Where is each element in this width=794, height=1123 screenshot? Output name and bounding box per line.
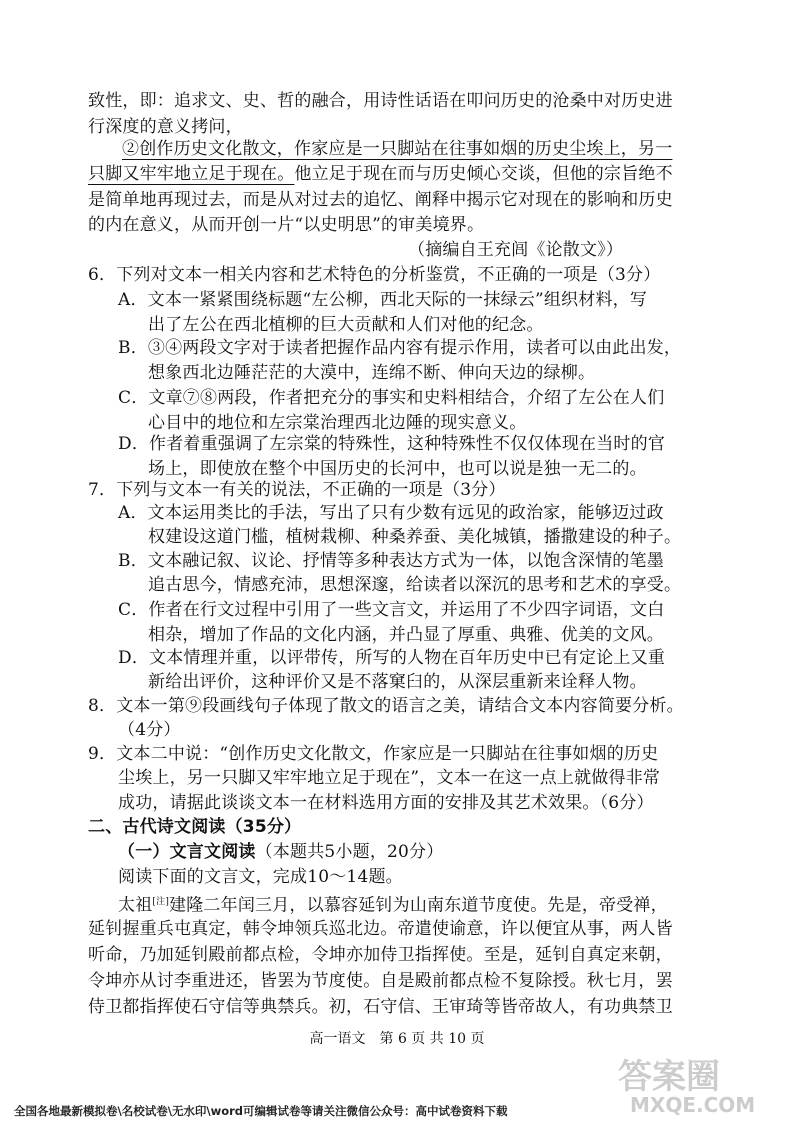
option-c: C．文章⑦⑧两段，作者把充分的事实和史料相结合，介绍了左公在人们 [118, 388, 665, 408]
page-footer: 高一语文 第 6 页 共 10 页 [309, 1031, 485, 1047]
underlined-sentence: 只脚又牢牢地立足于现在。 [88, 164, 295, 184]
subsection-heading [118, 839, 443, 865]
question-8-stem: 8．文本一第⑨段画线句子体现了散文的语言之美，请结合文本内容简要分析。 [88, 696, 684, 716]
bottom-banner: 全国各地最新模拟卷\名校试卷\无水印\word可编辑试卷等请关注微信公众号：高中试卷资料下载 [14, 1104, 508, 1118]
section-heading: 二、古代诗文阅读（35分） [88, 817, 302, 837]
option-a: A．文本运用类比的手法，写出了只有少数有远见的政治家，能够迈过政 [118, 503, 664, 523]
option-c: C．作者在行文过程中引用了一些文言文，并运用了不少四字词语，文白 [118, 600, 665, 620]
option-d: D．作者着重强调了左宗棠的特殊性，这种特殊性不仅仅体现在当时的官 [118, 434, 666, 454]
question-8-score: （4分） [118, 720, 181, 740]
subsection-title: （一）文言文阅读 [118, 842, 256, 862]
passage-line: 是简单地再现过去，而是从对过去的追忆、阐释中揭示它对现在的影响和历史 [88, 190, 673, 210]
passage-line-mixed [88, 161, 673, 187]
option-b: B．文本融记叙、议论、抒情等多种表达方式为一体，以饱含深情的笔墨 [118, 551, 664, 571]
classical-line: 令坤亦从讨李重进还，皆罢为节度使。自是殿前都点检不复除授。秋七月，罢 [88, 971, 673, 991]
classical-line: 听命，乃加延钊殿前都点检，令坤亦加侍卫指挥使。至是，延钊自真定来朝， [88, 945, 673, 965]
option-c-cont: 相杂，增加了作品的文化内涵，并凸显了厚重、典雅、优美的文风。 [148, 625, 664, 645]
note-marker: [注] [152, 897, 170, 907]
option-d-cont: 新给出评价，这种评价又是不落窠臼的，从深层重新来诠释人物。 [148, 672, 647, 692]
question-9-stem: 9．文本二中说：“创作历史文化散文，作家应是一只脚站在往事如烟的历史 [88, 744, 659, 764]
question-9-cont: 成功，请据此谈谈文本一在材料选用方面的安排及其艺术效果。（6分） [118, 793, 654, 813]
underlined-sentence: ②创作历史文化散文，作家应是一只脚站在往事如烟的历史尘埃上，另一 [122, 139, 673, 159]
watermark-logo [610, 1048, 790, 1116]
option-c-cont: 心目中的地位和左宗棠治理西北边陲的现实意义。 [148, 413, 527, 433]
option-d: D．文本情理并重，以评带传，所写的人物在百年历史中已有定论上又重 [118, 648, 666, 668]
option-b-cont: 追古思今，情感充沛，思想深邃，给读者以深沉的思考和艺术的享受。 [148, 575, 682, 595]
source-citation: （摘编自王充闾《论散文》） [408, 240, 624, 260]
classical-line [118, 889, 668, 919]
passage-line: 的内在意义，从而开创一片“以史明思”的审美境界。 [88, 215, 485, 235]
option-b: B．③④两段文字对于读者把握作品内容有提示作用，读者可以由此出发， [118, 338, 682, 358]
subsection-note: （本题共5小题，20分） [255, 842, 444, 862]
passage-line: 行深度的意义拷问， [88, 117, 243, 137]
option-a-cont: 出了左公在西北植柳的巨大贡献和人们对他的纪念。 [148, 315, 544, 335]
classical-text: 太祖 [118, 895, 153, 916]
classical-text: 建隆二年闰三月，以慕容延钊为山南东道节度使。先是，帝受禅， [169, 895, 668, 916]
watermark-text: 答案圈 [618, 1057, 720, 1097]
passage-line: 致性，即：追求文、史、哲的融合，用诗性话语在叩问历史的沧桑中对历史进 [88, 91, 673, 111]
classical-line: 侍卫都指挥使石守信等典禁兵。初，石守信、王审琦等皆帝故人，有功典禁卫 [88, 997, 673, 1017]
option-b-cont: 想象西北边陲茫茫的大漠中，连绵不断、伸向天边的绿柳。 [148, 363, 596, 383]
watermark-sub: MXQE.COM [630, 1093, 756, 1116]
question-6-stem: 6．下列对文本一相关内容和艺术特色的分析鉴赏，不正确的一项是（3分） [88, 265, 661, 285]
option-a: A．文本一紧紧围绕标题“左公柳，西北天际的一抹绿云”组织材料，写 [118, 290, 648, 310]
option-a-cont: 权建设这道门槛，植树栽柳、种桑养蚕、美化城镇，播撒建设的种子。 [148, 527, 682, 547]
instruction: 阅读下面的文言文，完成10～14题。 [118, 867, 403, 887]
passage-text: 他立足于现在而与历史倾心交谈，但他的宗旨绝不 [294, 164, 673, 184]
classical-line: 延钊握重兵屯真定，韩令坤领兵巡北边。帝遣使谕意，许以便宜从事，两人皆 [88, 919, 673, 939]
question-7-stem: 7．下列与文本一有关的说法，不正确的一项是（3分） [88, 480, 506, 500]
question-9-cont: 尘埃上，另一只脚又牢牢地立足于现在”，文本一在这一点上就做得非常 [118, 768, 661, 788]
option-d-cont: 场上，即使放在整个中国历史的长河中，也可以说是独一无二的。 [148, 459, 647, 479]
